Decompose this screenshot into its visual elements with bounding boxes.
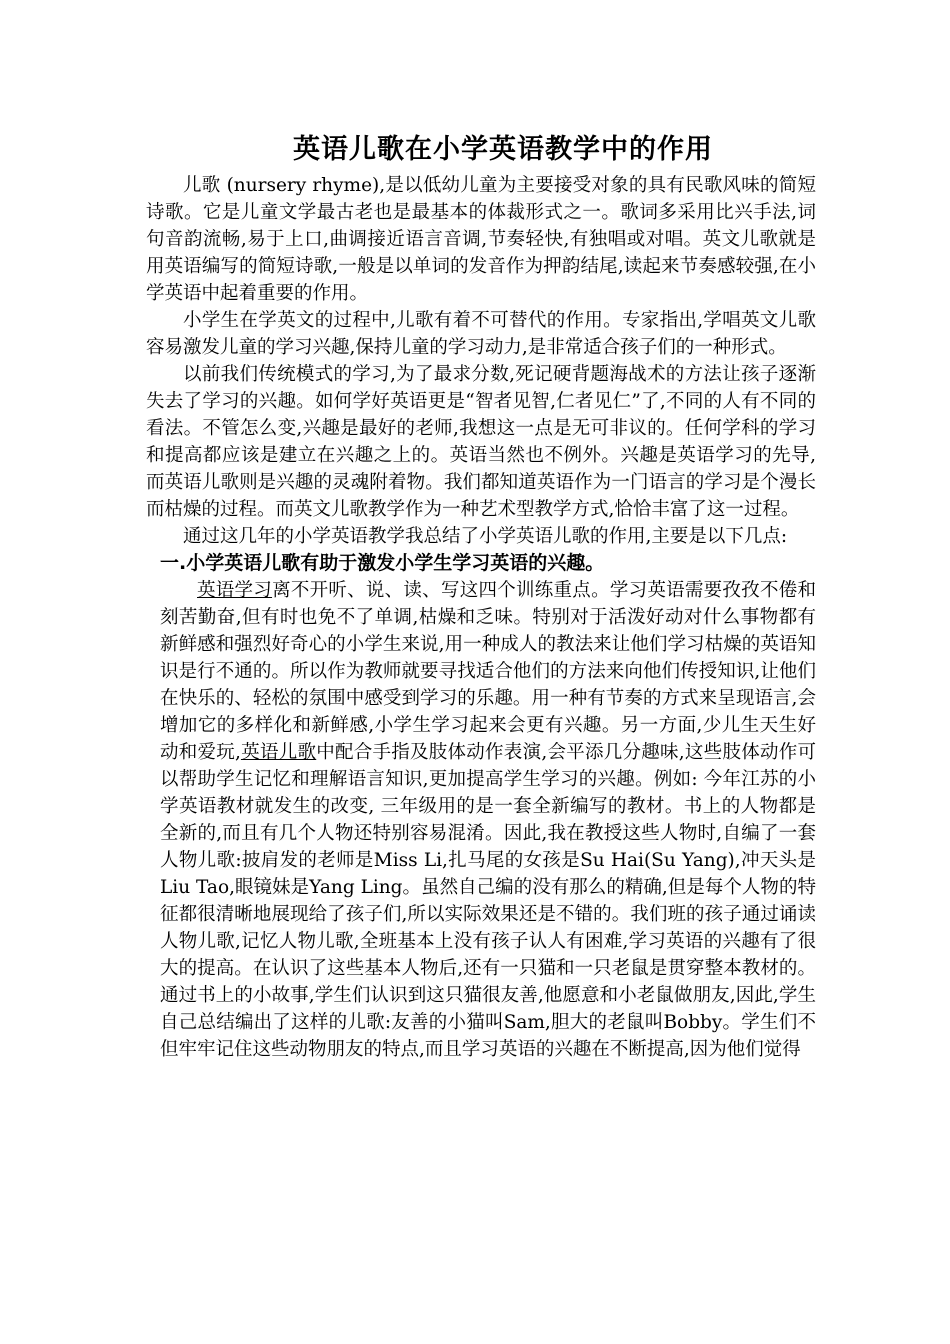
paragraph-traditional-learning: 以前我们传统模式的学习,为了最求分数,死记硬背题海战术的方法让孩子逐渐失去了学习的兴趣。如何学好英语更是“智者见智,仁者见仁”了,不同的人有不同的看法。不管怎么变,兴趣是最好的老师,我想这一点是无可非议的。任何学科的学习和提高都应该是建立在兴趣之上的。英语当然也不例外。兴趣是英语学习的先导,而英语儿歌则是兴趣的灵魂附着物。我们都知道英语作为一门语言的学习是个漫长而枯燥的过程。而英文儿歌教学作为一种艺术型教学方式,恰恰丰富了这一过程。 bbox=[146, 364, 816, 520]
paragraph-summary-intro: 通过这几年的小学英语教学我总结了小学英语儿歌的作用,主要是以下几点: bbox=[183, 526, 788, 547]
document-title: 英语儿歌在小学英语教学中的作用 bbox=[293, 134, 713, 165]
english-songs-link[interactable]: 英语儿歌 bbox=[240, 742, 317, 763]
section-1-body bbox=[146, 577, 816, 1063]
paragraph-children-learning: 小学生在学英文的过程中,儿歌有着不可替代的作用。专家指出,学唱英文儿歌容易激发儿童的学习兴趣,保持儿童的学习动力,是非常适合孩子们的一种形式。 bbox=[146, 310, 816, 358]
paragraph-intro: 儿歌 (nursery rhyme),是以低幼儿童为主要接受对象的具有民歌风味的简短诗歌。它是儿童文学最古老也是最基本的体裁形式之一。歌词多采用比兴手法,词句音韵流畅,易于上口,曲调接近语言音调,节奏轻快,有独唱或对唱。英文儿歌就是用英语编写的简短诗歌,一般是以单词的发音作为押韵结尾,读起来节奏感较强,在小学英语中起着重要的作用。 bbox=[146, 175, 816, 304]
section-1-text-part1: 离不开听、说、读、写这四个训练重点。学习英语需要孜孜不倦和刻苦勤奋,但有时也免不了单调,枯燥和乏味。特别对于活泼好动对什么事物都有新鲜感和强烈好奇心的小学生来说,用一种成人的教法来让他们学习枯燥的英语知识是行不通的。所以作为教师就要寻找适合他们的方法来向他们传授知识,让他们在快乐的、轻松的氛围中感受到学习的乐趣。用一种有节奏的方式来呈现语言,会增加它的多样化和新鲜感,小学生学习起来会更有兴趣。另一方面,少儿生天生好动和爱玩, bbox=[160, 580, 816, 763]
english-learning-link[interactable]: 英语学习 bbox=[197, 580, 273, 601]
section-1-text-part2: 中配合手指及肢体动作表演,会平添几分趣味,这些肢体动作可以帮助学生记忆和理解语言知识,更加提高学生学习的兴趣。例如: 今年江苏的小学英语教材就发生的改变, 三年级用的是一套全新编写的教材。书上的人物都是全新的,而且有几个人物还特别容易混淆。因此,我在教授这些人物时,自编了一套人物儿歌:披肩发的老师是Miss Li,扎马尾的女孩是Su Hai(Su Yang),冲天头是Liu Tao,眼镜妹是Yang Ling。虽然自己编的没有那么的精确,但是每个人物的特征都很清晰地展现给了孩子们,所以实际效果还是不错的。我们班的孩子通过诵读人物儿歌,记忆人物儿歌,全班基本上没有孩子认人有困难,学习英语的兴趣有了很大的提高。在认识了这些基本人物后,还有一只猫和一只老鼠是贯穿整本教材的。通过书上的小故事,学生们认识到这只猫很友善,他愿意和小老鼠做朋友,因此,学生自己总结编出了这样的儿歌:友善的小猫叫Sam,胆大的老鼠叫Bobby。学生们不但牢牢记住这些动物朋友的特点,而且学习英语的兴趣在不断提高,因为他们觉得 bbox=[160, 742, 816, 1060]
section-heading-1: 一.小学英语儿歌有助于激发小学生学习英语的兴趣。 bbox=[160, 552, 605, 574]
document-body bbox=[146, 172, 816, 1063]
